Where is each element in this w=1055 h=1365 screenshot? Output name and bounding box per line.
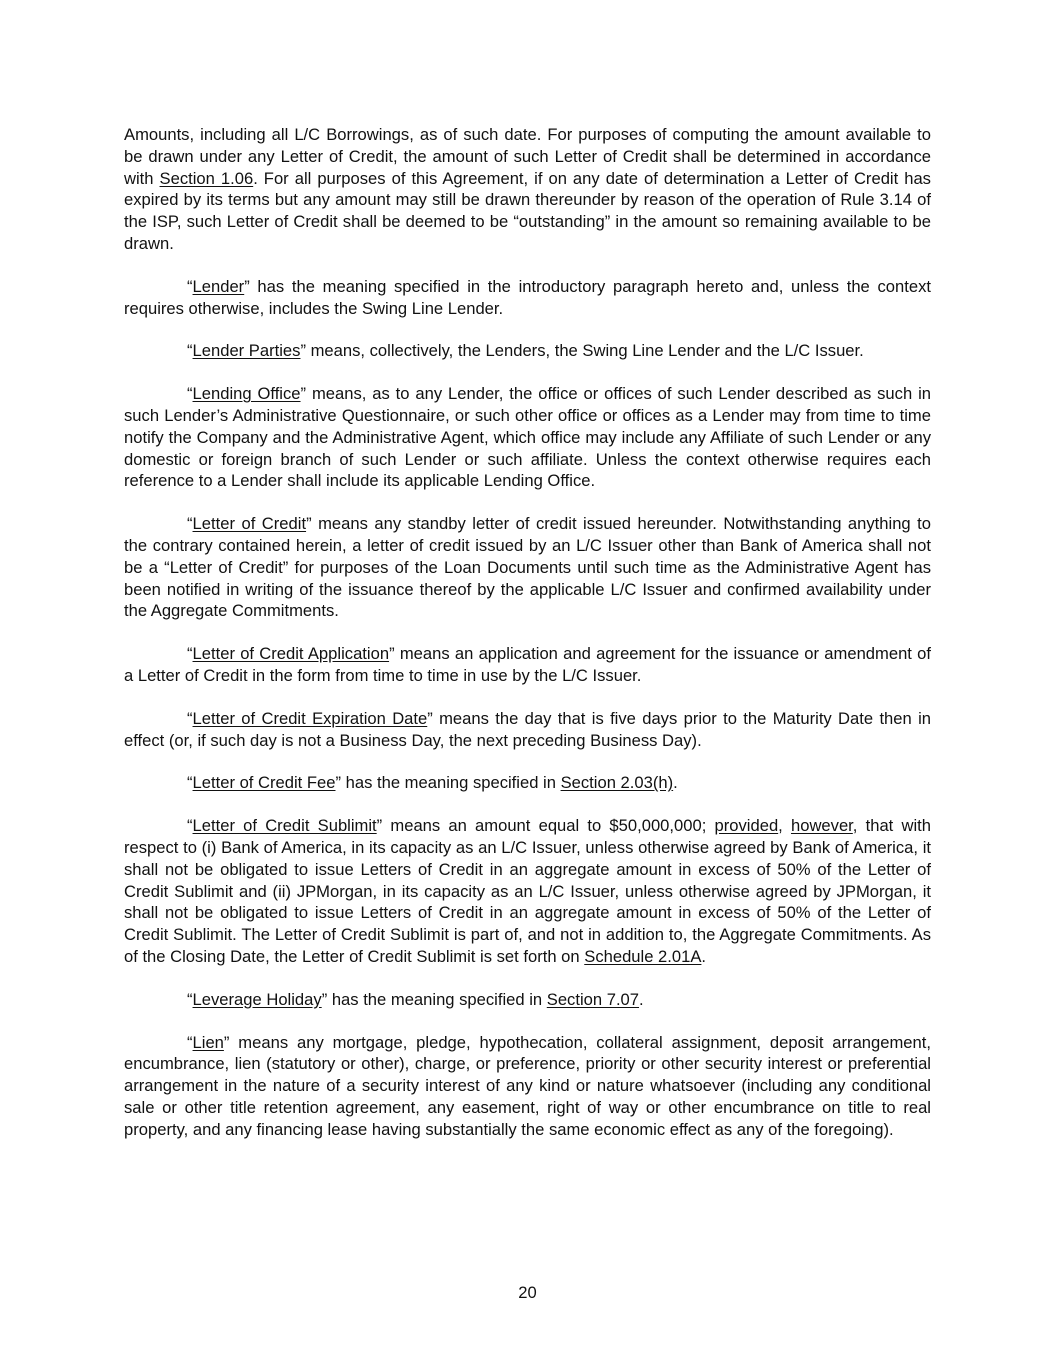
defined-term: Letter of Credit Fee xyxy=(192,773,336,793)
defined-term: Lender Parties xyxy=(192,341,301,361)
definition-lender: “Lender” has the meaning specified in the introductory paragraph hereto and, unless the context requires otherwise, includes the Swing Line Lender. xyxy=(124,276,931,318)
continued-definition-paragraph: Amounts, including all L/C Borrowings, as of such date. For purposes of computing the amount available to be drawn under any Letter of Credit, the amount of such Letter of Credit shall be determined in accordance with Section 1.06. For all purposes of this Agreement, if on any date of determination a Letter of Credit has expired by its terms but any amount may still be drawn thereunder by reason of the operation of Rule 3.14 of the ISP, such Letter of Credit shall be deemed to be “outstanding” in the amount so remaining available to be drawn. xyxy=(124,125,931,253)
defined-term: Lending Office xyxy=(192,384,301,404)
schedule-reference: Schedule 2.01A xyxy=(584,946,702,966)
defined-term: Letter of Credit Expiration Date xyxy=(192,708,428,728)
proviso-word: however xyxy=(790,816,853,836)
definition-letter-of-credit: “Letter of Credit” means any standby letter of credit issued hereunder. Notwithstanding anything to the contrary contained herein, a letter of credit issued by an L/C Issuer other than Bank of America shall not be a “Letter of Credit” for purposes of the Loan Documents until such time as the Administrative Agent has been notified in writing of the issuance thereof by the applicable L/C Issuer and confirmed availability under the Aggregate Commitments. xyxy=(124,514,931,621)
definition-lender-parties: “Lender Parties” means, collectively, the Lenders, the Swing Line Lender and the L/C Issuer. xyxy=(187,341,864,361)
page-body xyxy=(124,124,931,1161)
definition-letter-of-credit-expiration-date: “Letter of Credit Expiration Date” means the day that is five days prior to the Maturity Date then in effect (or, if such day is not a Business Day, the next preceding Business Day). xyxy=(124,708,931,750)
defined-term: Lien xyxy=(192,1032,224,1052)
page-number: 20 xyxy=(518,1283,537,1302)
definition-letter-of-credit-fee: “Letter of Credit Fee” has the meaning specified in Section 2.03(h). xyxy=(187,773,678,793)
definition-lien: “Lien” means any mortgage, pledge, hypothecation, collateral assignment, deposit arrangement, encumbrance, lien (statutory or other), charge, or preference, priority or other security interest or preferential arrangement in the nature of a security interest of any kind or nature whatsoever (including any conditional sale or other title retention agreement, any easement, right of way or other encumbrance on title to real property, and any financing lease having substantially the same economic effect as any of the foregoing). xyxy=(124,1032,931,1139)
proviso-word: provided xyxy=(714,816,779,836)
section-reference: Section 1.06 xyxy=(159,168,254,188)
definition-lending-office: “Lending Office” means, as to any Lender, the office or offices of such Lender described as such in such Lender’s Administrative Questionnaire, or such other office or offices as a Lender may from time to time notify the Company and the Administrative Agent, which office may include any Affiliate of such Lender or any domestic or foreign branch of such Lender or such affiliate. Unless the context otherwise requires each reference to a Lender shall include its applicable Lending Office. xyxy=(124,384,931,491)
defined-term: Letter of Credit xyxy=(192,514,307,534)
section-reference: Section 7.07 xyxy=(546,989,640,1009)
definition-letter-of-credit-sublimit: “Letter of Credit Sublimit” means an amount equal to $50,000,000; provided, however, that with respect to (i) Bank of America, in its capacity as an L/C Issuer, unless otherwise agreed by Bank of America, it shall not be obligated to issue Letters of Credit in an aggregate amount in excess of 50% of the Letter of Credit Sublimit and (ii) JPMorgan, in its capacity as an L/C Issuer, unless otherwise agreed by JPMorgan, it shall not be obligated to issue Letters of Credit in an aggregate amount in excess of 50% of the Letter of Credit Sublimit. The Letter of Credit Sublimit is part of, and not in addition to, the Aggregate Commitments. As of the Closing Date, the Letter of Credit Sublimit is set forth on Schedule 2.01A. xyxy=(124,816,931,966)
defined-term: Letter of Credit Sublimit xyxy=(192,816,377,836)
definition-letter-of-credit-application: “Letter of Credit Application” means an application and agreement for the issuance or amendment of a Letter of Credit in the form from time to time in use by the L/C Issuer. xyxy=(124,644,931,685)
section-reference: Section 2.03(h) xyxy=(560,773,674,793)
defined-term: Lender xyxy=(192,276,245,296)
defined-term: Leverage Holiday xyxy=(192,989,322,1009)
defined-term: Letter of Credit Application xyxy=(192,644,390,664)
definition-leverage-holiday: “Leverage Holiday” has the meaning specified in Section 7.07. xyxy=(187,989,644,1009)
